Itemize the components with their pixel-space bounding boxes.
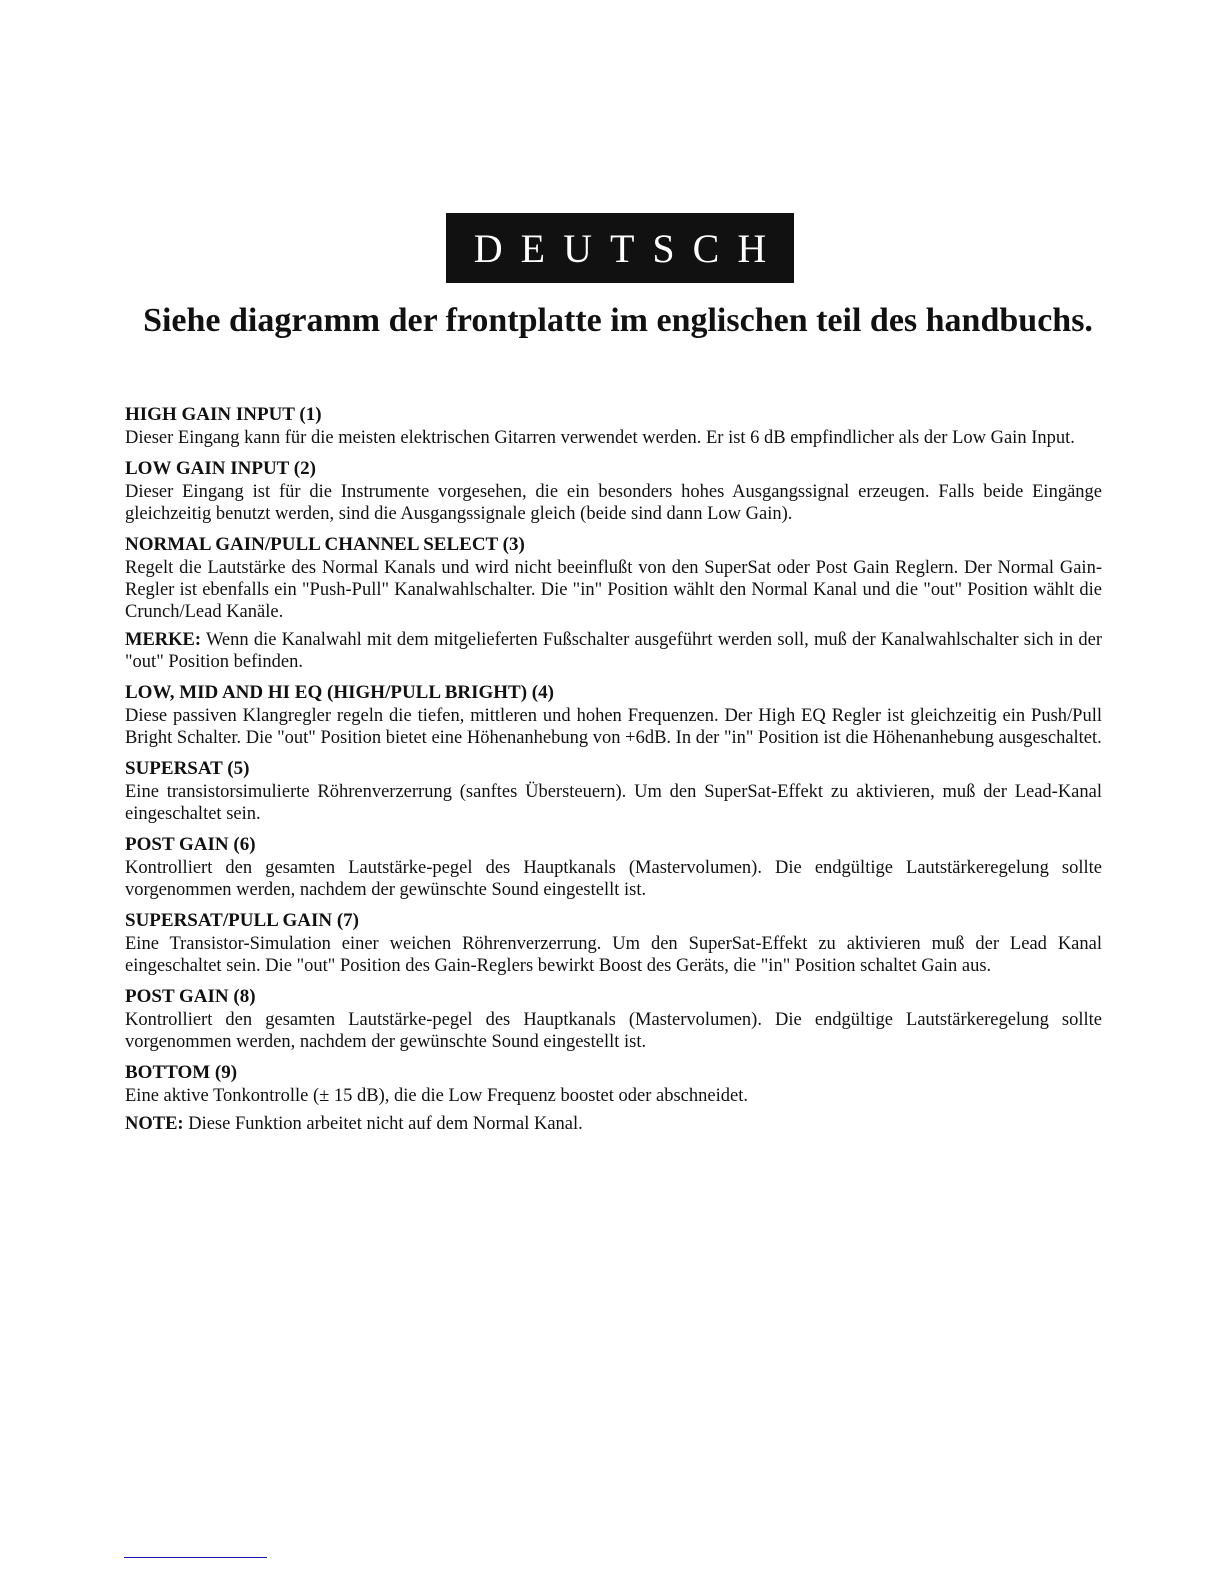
- section-bottom: [125, 1062, 1102, 1135]
- section-text: Dieser Eingang kann für die meisten elektrischen Gitarren verwendet werden. Er ist 6 dB empfindlicher als der Low Gain Input.: [125, 428, 1075, 448]
- note-text: Wenn die Kanalwahl mit dem mitgelieferten Fußschalter ausgeführt werden soll, muß der Kanalwahlschalter sich in der "out" Position befinden.: [125, 630, 1102, 672]
- section-supersat-pull-gain: [125, 910, 1102, 977]
- page-title: Siehe diagramm der frontplatte im englischen teil des handbuchs.: [143, 302, 1093, 339]
- section-list: [125, 404, 1102, 1144]
- section-low-gain-input: [125, 458, 1102, 525]
- section-text: Kontrolliert den gesamten Lautstärke-pegel des Hauptkanals (Mastervolumen). Die endgültige Lautstärkeregelung sollte vorgenommen werden, nachdem der gewünschte Sound eingestellt ist.: [125, 1010, 1102, 1052]
- note-label: MERKE:: [125, 630, 202, 650]
- note-text: Diese Funktion arbeitet nicht auf dem Normal Kanal.: [188, 1114, 583, 1134]
- section-text: Eine aktive Tonkontrolle (± 15 dB), die die Low Frequenz boostet oder abschneidet.: [125, 1086, 748, 1106]
- section-text: Eine transistorsimulierte Röhrenverzerrung (sanftes Übersteuern). Um den SuperSat-Effekt zu aktivieren, muß der Lead-Kanal eingeschaltet sein.: [125, 782, 1102, 824]
- section-note: [125, 1113, 1102, 1135]
- section-note: [125, 629, 1102, 673]
- language-badge: DEUTSCH: [446, 213, 794, 283]
- section-title: POST GAIN (6): [125, 834, 256, 855]
- section-title: LOW, MID AND HI EQ (HIGH/PULL BRIGHT) (4): [125, 682, 554, 703]
- section-eq: [125, 682, 1102, 749]
- section-title: NORMAL GAIN/PULL CHANNEL SELECT (3): [125, 534, 525, 555]
- section-post-gain-8: [125, 986, 1102, 1053]
- section-title: POST GAIN (8): [125, 986, 256, 1007]
- section-text: Eine Transistor-Simulation einer weichen Röhrenverzerrung. Um den SuperSat-Effekt zu aktivieren muß der Lead Kanal eingeschaltet sein. Die "out" Position des Gain-Reglers bewirkt Boost des Geräts, die "in" Position schaltet Gain aus.: [125, 934, 1102, 976]
- section-post-gain-6: [125, 834, 1102, 901]
- section-title: LOW GAIN INPUT (2): [125, 458, 316, 479]
- section-high-gain-input: [125, 404, 1102, 449]
- section-title: SUPERSAT (5): [125, 758, 250, 779]
- section-text: Diese passiven Klangregler regeln die tiefen, mittleren und hohen Frequenzen. Der High EQ Regler ist gleichzeitig ein Push/Pull Bright Schalter. Die "out" Position bietet eine Höhenanhebung von +6dB. In der "in" Position ist die Höhenanhebung ausgeschaltet.: [125, 706, 1102, 748]
- section-title: HIGH GAIN INPUT (1): [125, 404, 322, 425]
- footer-rule: [124, 1557, 267, 1558]
- section-title: BOTTOM (9): [125, 1062, 238, 1083]
- section-text: Dieser Eingang ist für die Instrumente vorgesehen, die ein besonders hohes Ausgangssignal erzeugen. Falls beide Eingänge gleichzeitig benutzt werden, sind die Ausgangssignale gleich (beide sind dann Low Gain).: [125, 482, 1102, 524]
- section-supersat: [125, 758, 1102, 825]
- section-text: Kontrolliert den gesamten Lautstärke-pegel des Hauptkanals (Mastervolumen). Die endgültige Lautstärkeregelung sollte vorgenommen werden, nachdem der gewünschte Sound eingestellt ist.: [125, 858, 1102, 900]
- note-label: NOTE:: [125, 1114, 184, 1134]
- section-normal-gain: [125, 534, 1102, 673]
- section-title: SUPERSAT/PULL GAIN (7): [125, 910, 360, 931]
- section-text: Regelt die Lautstärke des Normal Kanals und wird nicht beeinflußt von den SuperSat oder Post Gain Reglern. Der Normal Gain-Regler ist ebenfalls ein "Push-Pull" Kanalwahlschalter. Die "in" Position wählt den Normal Kanal und die "out" Position wählt die Crunch/Lead Kanäle.: [125, 558, 1102, 622]
